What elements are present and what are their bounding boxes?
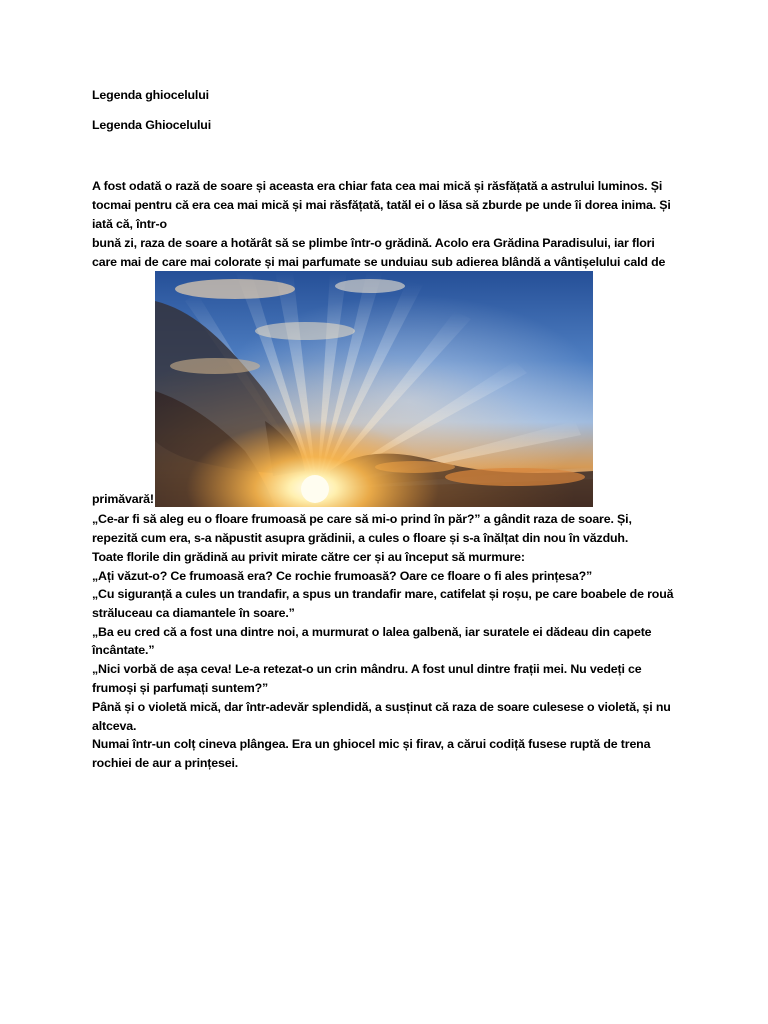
sunburst-sky-photo [155, 271, 593, 507]
sun-glow [155, 271, 593, 507]
paragraph-line: A fost odată o rază de soare și aceasta era chiar fata cea mai mică și răsfățată a astrului luminos. Și [92, 179, 663, 193]
paragraph-line: Toate florile din grădină au privit mirate către cer și au început să murmure: [92, 550, 525, 564]
document-subtitle: Legenda Ghiocelului [92, 118, 212, 132]
paragraph-line: „Ce-ar fi să aleg eu o floare frumoasă pe care să mi-o prind în păr?” a gândit raza de soare. Și, [92, 512, 632, 526]
paragraph-line: iată că, într-o [92, 217, 167, 231]
paragraph-line: „Ba eu cred că a fost una dintre noi, a murmurat o lalea galbenă, iar suratele ei dădeau din capete [92, 625, 652, 639]
paragraph-line: bună zi, raza de soare a hotărât să se plimbe într-o grădină. Acolo era Grădina Paradisului, iar flori [92, 236, 655, 250]
paragraph-line: „Nici vorbă de așa ceva! Le-a retezat-o un crin mândru. A fost unul dintre frații mei. Nu vedeți ce [92, 662, 642, 676]
paragraph-line: Până și o violetă mică, dar într-adevăr splendidă, a susținut că raza de soare culesese o violetă, și nu [92, 700, 671, 714]
paragraph-line: primăvară! [92, 492, 154, 506]
paragraph-line: rochiei de aur a prințesei. [92, 756, 239, 770]
paragraph-line: tocmai pentru că era cea mai mică și mai răsfățată, tatăl ei o lăsa să zburde pe unde îi dorea inima. Și [92, 198, 671, 212]
paragraph-line: „Cu siguranță a cules un trandafir, a spus un trandafir mare, catifelat și roșu, pe care boabele de rouă [92, 587, 674, 601]
paragraph-line: repezită cum era, s-a năpustit asupra grădinii, a cules o floare și s-a înălțat din nou în văzduh. [92, 531, 629, 545]
paragraph-line: străluceau ca diamantele în soare.” [92, 606, 295, 620]
paragraph-line: altceva. [92, 719, 137, 733]
paragraph-line: frumoși și parfumați suntem?” [92, 681, 269, 695]
paragraph-line: Numai într-un colț cineva plângea. Era un ghiocel mic și firav, a cărui codiță fusese ruptă de trena [92, 737, 651, 751]
paragraph-line: care mai de care mai colorate și mai parfumate se unduiau sub adierea blândă a vântișelului cald de [92, 255, 666, 269]
document-title: Legenda ghiocelului [92, 88, 209, 102]
sun-core [301, 475, 329, 503]
paragraph-line: „Ați văzut-o? Ce frumoasă era? Ce rochie frumoasă? Oare ce floare o fi ales prințesa?” [92, 569, 593, 583]
paragraph-line: încântate.” [92, 643, 155, 657]
